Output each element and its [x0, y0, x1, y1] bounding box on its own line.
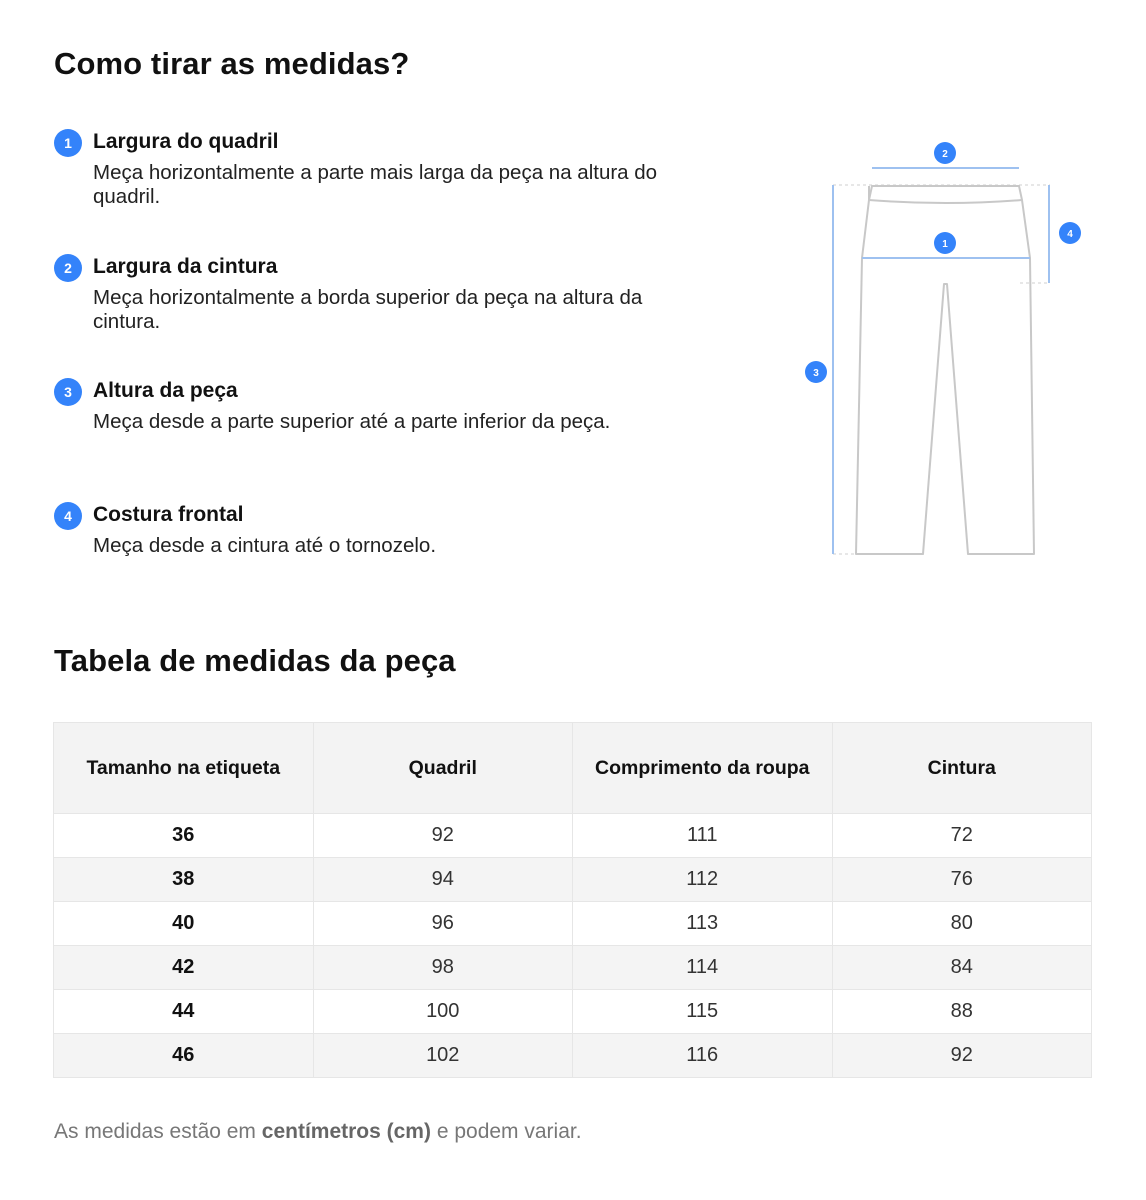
- table-row: [54, 946, 1092, 990]
- table-row: [54, 814, 1092, 858]
- marker-label: 3: [813, 368, 819, 379]
- step-title: Altura da peça: [93, 379, 238, 402]
- length-cell: 116: [573, 1034, 833, 1078]
- step-description: Meça horizontalmente a borda superior da peça na altura da cintura.: [93, 286, 643, 333]
- marker-label: 1: [942, 239, 948, 250]
- hip-cell: 94: [313, 858, 573, 902]
- step-number-badge: 4: [54, 502, 82, 530]
- waist-cell: 76: [832, 858, 1092, 902]
- table-row: [54, 858, 1092, 902]
- footnote-suffix: e podem variar.: [430, 1120, 582, 1143]
- waist-cell: 88: [832, 990, 1092, 1034]
- size-table-title: Tabela de medidas da peça: [54, 643, 456, 678]
- marker-1-hip: [934, 232, 956, 254]
- length-cell: 111: [573, 814, 833, 858]
- size-cell: 36: [54, 814, 314, 858]
- length-cell: 112: [573, 858, 833, 902]
- size-cell: 46: [54, 1034, 314, 1078]
- column-header-size: Tamanho na etiqueta: [54, 723, 314, 814]
- table-row: [54, 990, 1092, 1034]
- marker-2-waist: [934, 142, 956, 164]
- step-description: Meça desde a parte superior até a parte inferior da peça.: [93, 410, 611, 433]
- hip-cell: 100: [313, 990, 573, 1034]
- size-cell: 42: [54, 946, 314, 990]
- units-footnote: [54, 1120, 582, 1144]
- pants-outline-icon: [800, 135, 1090, 565]
- footnote-prefix: As medidas estão em: [54, 1120, 262, 1143]
- waist-cell: 84: [832, 946, 1092, 990]
- size-cell: 40: [54, 902, 314, 946]
- waist-cell: 72: [832, 814, 1092, 858]
- step-title: Largura da cintura: [93, 255, 278, 278]
- hip-cell: 96: [313, 902, 573, 946]
- column-header-length: Comprimento da roupa: [573, 723, 833, 814]
- table-header-row: [54, 723, 1092, 814]
- step-title: Largura do quadril: [93, 130, 279, 153]
- length-cell: 115: [573, 990, 833, 1034]
- column-header-waist: Cintura: [832, 723, 1092, 814]
- hip-cell: 98: [313, 946, 573, 990]
- table-row: [54, 1034, 1092, 1078]
- step-number-badge: 2: [54, 254, 82, 282]
- column-header-hip: Quadril: [313, 723, 573, 814]
- footnote-unit-emphasis: centímetros (cm): [261, 1120, 431, 1143]
- how-to-measure-title: Como tirar as medidas?: [54, 46, 410, 81]
- size-cell: 44: [54, 990, 314, 1034]
- step-description: Meça desde a cintura até o tornozelo.: [93, 534, 437, 557]
- step-number-badge: 3: [54, 378, 82, 406]
- size-table: [53, 722, 1092, 1078]
- hip-cell: 92: [313, 814, 573, 858]
- waist-cell: 80: [832, 902, 1092, 946]
- waist-cell: 92: [832, 1034, 1092, 1078]
- length-cell: 113: [573, 902, 833, 946]
- hip-cell: 102: [313, 1034, 573, 1078]
- marker-3-height: [805, 361, 827, 383]
- marker-label: 4: [1067, 229, 1073, 240]
- step-number-badge: 1: [54, 129, 82, 157]
- marker-label: 2: [942, 149, 948, 160]
- pants-measurement-diagram: [800, 135, 1090, 565]
- marker-4-front-rise: [1059, 222, 1081, 244]
- step-description: Meça horizontalmente a parte mais larga da peça na altura do quadril.: [93, 161, 658, 208]
- length-cell: 114: [573, 946, 833, 990]
- size-cell: 38: [54, 858, 314, 902]
- table-row: [54, 902, 1092, 946]
- step-title: Costura frontal: [93, 503, 244, 526]
